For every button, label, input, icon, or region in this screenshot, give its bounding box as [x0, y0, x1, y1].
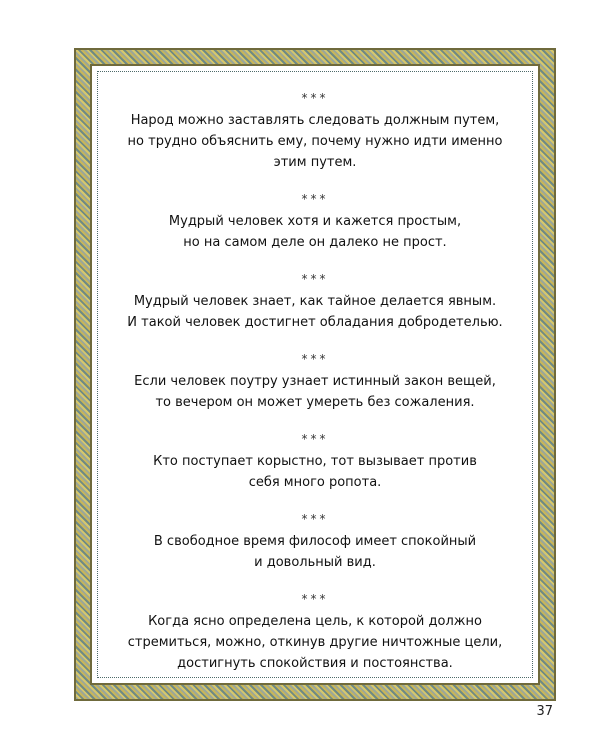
frame-inner-panel — [90, 64, 540, 685]
quote-line: то вечером он может умереть без сожаления. — [155, 395, 475, 410]
quote-line: В свободное время философ имеет спокойный — [153, 534, 477, 549]
quote-line: достигнуть спокойствия и постоянства. — [177, 656, 453, 671]
quote-line: Народ можно заставлять следовать должным путем, — [130, 113, 500, 128]
quote-text — [122, 371, 508, 413]
quote-separator: *** — [301, 352, 329, 366]
quote-separator: *** — [301, 592, 329, 606]
quote-separator: *** — [301, 432, 329, 446]
quote-block — [122, 431, 508, 493]
quote-line: Когда ясно определена цель, к которой должно — [148, 614, 482, 629]
quote-line: этим путем. — [273, 155, 357, 170]
quote-block — [122, 90, 508, 173]
quote-text — [122, 611, 508, 674]
quote-line: И такой человек достигнет обладания добродетелью. — [127, 315, 503, 330]
quote-separator: *** — [301, 192, 329, 206]
quote-line: Кто поступает корыстно, тот вызывает против — [153, 454, 477, 469]
quote-block — [122, 591, 508, 674]
quote-separator: *** — [301, 512, 329, 526]
quotes-container — [122, 78, 508, 674]
quote-line: Если человек поутру узнает истинный закон вещей, — [134, 374, 496, 389]
quote-line: себя много ропота. — [248, 475, 382, 490]
quote-text — [122, 211, 508, 253]
quote-separator: *** — [301, 91, 329, 105]
page-number: 37 — [536, 704, 553, 719]
quote-separator: *** — [301, 272, 329, 286]
quote-text — [122, 531, 508, 573]
quote-line: но на самом деле он далеко не прост. — [183, 235, 447, 250]
quote-block — [122, 351, 508, 413]
quote-line: Мудрый человек хотя и кажется простым, — [168, 214, 462, 229]
quote-block — [122, 271, 508, 333]
quote-block — [122, 191, 508, 253]
quote-line: но трудно объяснить ему, почему нужно идти именно — [127, 134, 503, 149]
quote-text — [122, 291, 508, 333]
quote-text — [122, 110, 508, 173]
quote-line: стремиться, можно, откинув другие ничтожные цели, — [127, 635, 503, 650]
ornamental-frame — [74, 48, 556, 701]
quote-text — [122, 451, 508, 493]
quote-block — [122, 511, 508, 573]
quote-line: Мудрый человек знает, как тайное делается явным. — [133, 294, 497, 309]
quote-line: и довольный вид. — [254, 555, 376, 570]
